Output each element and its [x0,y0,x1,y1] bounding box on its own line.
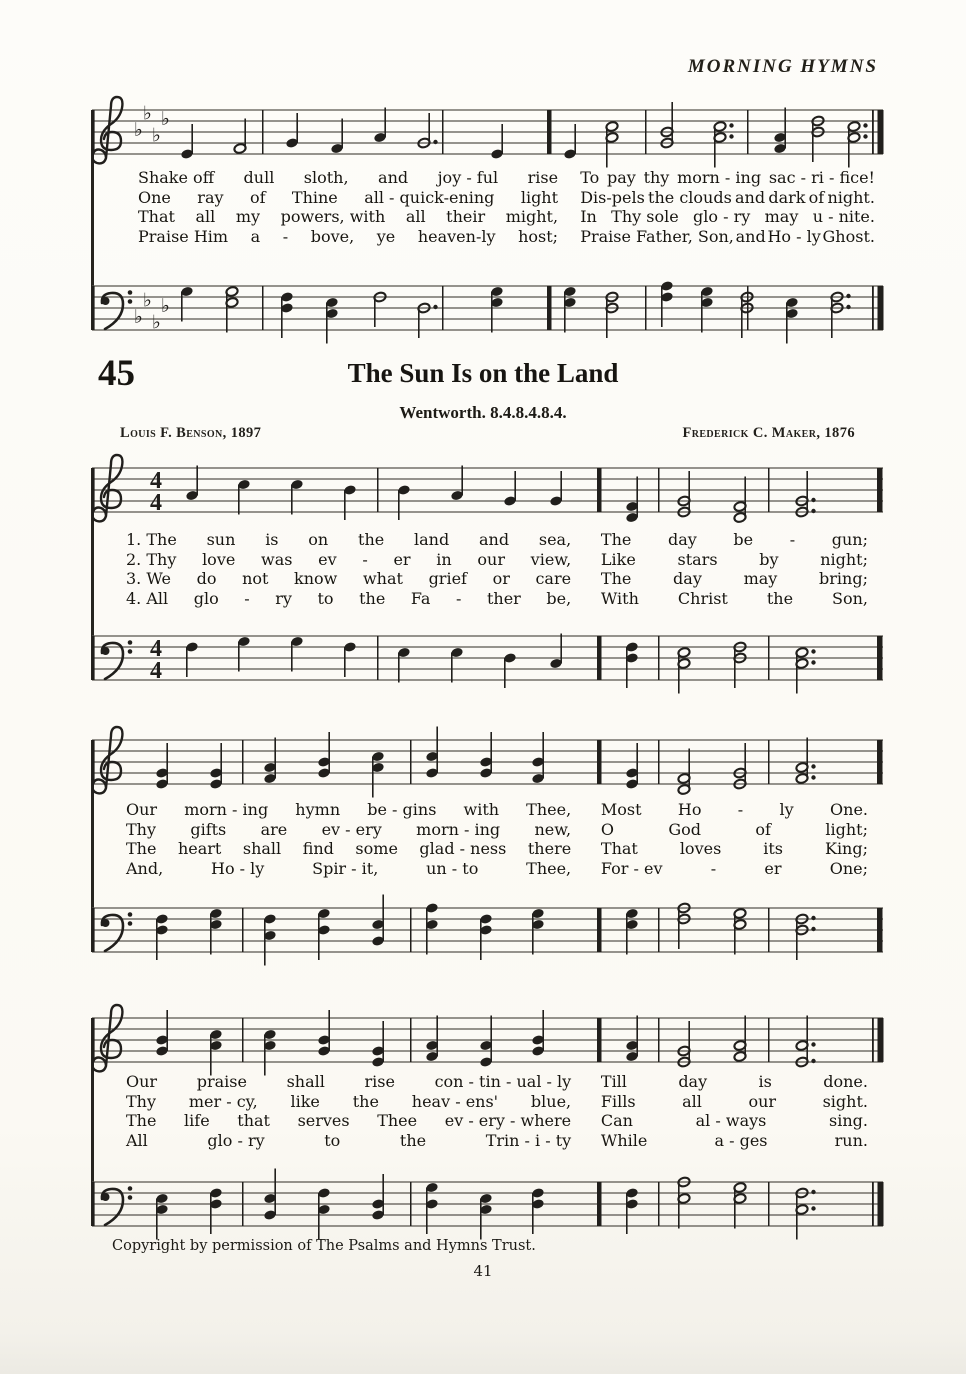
lyric-line [138,188,875,208]
lyric-token: ry [275,588,292,608]
lyric-phrase [126,589,571,608]
lyric-token: er [393,549,411,569]
lyric-token: bring; [819,569,868,588]
lyric-token: there [527,839,572,858]
lyric-token: The [600,569,632,588]
lyric-token: Spir - it, [312,858,379,878]
svg-text:4: 4 [150,490,162,516]
lyric-token: ev [318,549,337,569]
lyrics-verse-line1 [126,530,868,608]
lyric-token: night; [820,549,868,569]
svg-text:♭: ♭ [152,124,161,147]
lyric-phrase [601,800,868,819]
lyric-line [138,207,875,227]
lyric-token: Fa [410,588,431,608]
lyric-token: un - to [426,858,479,878]
lyric-token: Son, [832,588,868,608]
lyric-token: like [290,1091,320,1111]
lyric-token: Most [600,800,642,819]
lyric-phrase [126,530,571,549]
lyric-token: day [678,1072,708,1091]
lyric-phrase [126,550,571,569]
lyric-token: love [202,549,236,569]
lyric-phrase [126,1131,571,1150]
lyric-token: One. [830,800,868,819]
lyric-token: of [755,819,771,839]
lyric-phrase [601,569,868,588]
lyric-token: Thee, [526,858,572,878]
lyric-token: rise [364,1072,395,1091]
lyric-token: God [668,819,702,839]
svg-text:4: 4 [150,636,162,662]
lyric-token: their [446,207,486,226]
lyric-phrase [126,839,571,858]
lyric-line [126,820,868,840]
lyric-phrase [580,188,875,207]
lyric-phrase [601,839,868,858]
lyric-phrase [138,207,558,226]
svg-text:4: 4 [150,658,162,684]
lyric-phrase [126,820,571,839]
lyric-token: and [735,226,766,246]
lyric-token: Thy sole [611,207,679,226]
lyric-token: morn - ing [184,800,269,819]
author-credit: Louis F. Benson, 1897 [120,425,262,441]
lyric-token: to [324,1130,341,1150]
lyric-token: ev - ery [321,819,382,839]
lyric-token: heav - ens' [411,1091,499,1111]
lyric-token: 2. Thy [126,549,177,569]
lyric-token: or [492,569,510,588]
lyric-token: dull [243,168,275,187]
lyric-token: glo [193,588,219,608]
lyric-token: serves [297,1111,350,1130]
lyric-line [126,859,868,879]
lyric-token: and [378,168,409,187]
lyric-token: er [764,858,782,878]
lyric-token: mer - cy, [188,1091,258,1111]
lyric-token: and [478,530,510,549]
staff-line3-treble [92,994,885,1080]
lyric-token: - [456,588,462,608]
lyric-token: - [710,858,717,878]
lyric-token: that [237,1111,270,1130]
lyric-phrase [601,820,868,839]
lyric-token: the [399,1130,427,1150]
lyric-token: gifts [190,819,227,839]
lyrics-verse-line3 [126,1072,868,1150]
composer-credit: Frederick C. Maker, 1876 [682,425,855,441]
lyric-token: joy - ful [437,168,499,187]
lyric-line [126,530,868,550]
lyric-token: land [414,530,450,549]
lyric-line [126,1072,868,1092]
lyric-token: With [600,588,639,608]
lyric-token: be [733,530,754,549]
lyric-token: the [352,1091,379,1111]
lyric-token: bove, [310,226,355,246]
lyric-token: glo - ry [207,1130,265,1150]
lyric-phrase [580,227,875,246]
tune-and-meter: Wentworth. 8.4.8.4.8.4. [399,403,567,422]
lyric-token: 3. We [126,569,171,588]
lyric-line [126,1111,868,1131]
lyric-token: One [138,187,171,207]
lyric-token: ev - ery - where [444,1111,572,1130]
lyric-token: gun; [831,530,868,549]
lyric-token: is [265,530,279,549]
lyric-token: glo - ry [693,207,751,226]
lyric-token: may [764,207,799,226]
lyric-token: be, [546,588,572,608]
lyric-token: Thy [126,819,157,839]
lyric-line [126,569,868,589]
lyric-token: powers, with [280,207,386,226]
lyric-token: For - ev [600,858,663,878]
lyric-phrase [580,207,875,226]
lyric-token: Dis-pels [580,187,645,207]
lyric-token: All [126,1130,148,1150]
lyric-token: Thine [291,187,338,207]
lyric-token: life [184,1111,210,1130]
lyric-token: loves [679,839,722,858]
lyric-token: con - tin - ual - ly [434,1072,572,1091]
lyric-token: To [580,168,600,187]
lyric-token: view, [530,549,572,569]
lyric-token: pay [607,168,636,187]
lyric-token: thy [643,168,670,187]
lyric-token: host; [518,226,559,246]
lyric-token: run. [834,1130,868,1150]
copyright-notice: Copyright by permission of The Psalms and Hymns Trust. [112,1238,536,1254]
lyric-line [138,227,875,247]
lyric-token: the [359,588,386,608]
lyric-token: - [282,226,289,246]
svg-text:♭: ♭ [143,102,152,125]
lyric-token: Shake off [138,168,215,187]
lyrics-previous-hymn [138,168,875,246]
lyric-phrase [126,1111,571,1130]
lyric-token: 1. The [126,530,177,549]
lyric-token: new, [534,819,572,839]
lyric-line [126,839,868,859]
lyric-token: blue, [530,1091,572,1111]
lyric-token: heaven-ly [417,226,496,246]
staff-line3-bass [92,1158,885,1244]
lyric-token: our [748,1091,777,1111]
lyric-token: a - ges [714,1130,768,1150]
lyric-phrase [601,1072,868,1091]
lyric-phrase [601,859,868,878]
lyric-token: all [405,207,426,226]
lyric-token: sac - ri - fice! [768,168,875,187]
lyric-token: Fills [600,1091,636,1111]
lyric-token: the clouds [648,187,732,207]
lyric-phrase [601,1092,868,1111]
lyric-phrase [126,1092,571,1111]
lyric-token: of [249,187,266,207]
lyric-token: shall [286,1072,325,1091]
lyric-token: its [763,839,784,858]
lyric-token: the [358,530,385,549]
lyric-line [126,589,868,609]
svg-text:♭: ♭ [161,295,170,317]
lyric-token: to [317,588,334,608]
lyric-token: day [673,569,702,588]
lyric-token: is [758,1072,772,1091]
lyric-token: O [600,819,615,839]
lyric-token: 4. All [126,588,169,608]
page-number: 41 [473,1262,493,1280]
lyric-token: ly [779,800,794,819]
lyric-token: night. [827,187,875,207]
lyric-token: light; [825,819,868,839]
lyric-token: In [580,207,597,226]
lyric-token: of [808,187,825,207]
lyric-token: Ho [677,800,702,819]
lyric-phrase [601,1111,868,1130]
lyric-token: our [477,549,505,569]
lyric-token: Till [600,1072,627,1091]
lyric-token: are [260,819,288,839]
lyric-token: Our [126,1072,158,1091]
lyric-token: heart [177,839,222,858]
svg-text:♭: ♭ [143,289,152,312]
lyric-token: hymn [295,800,341,819]
lyric-token: done. [823,1072,868,1091]
lyric-token: King; [824,839,868,858]
lyric-token: - [244,588,250,608]
lyric-token: Ho - ly [210,858,265,878]
lyric-token: ther [486,588,521,608]
lyric-token: grief [428,569,467,588]
lyric-token: a [250,226,261,246]
lyric-token: be - gins [367,800,437,819]
lyric-token: morn - ing [416,819,501,839]
svg-text:4: 4 [150,468,162,494]
lyric-token: was [261,549,293,569]
lyric-token: stars [677,549,718,569]
lyric-token: my [235,207,261,226]
lyric-token: what [362,569,403,588]
lyric-token: Thee [377,1111,418,1130]
hymn-title: The Sun Is on the Land [347,358,619,388]
lyric-token: Christ [677,588,728,608]
lyric-token: shall [242,839,282,858]
lyric-token: glad - ness [419,839,507,858]
lyric-token: - [362,549,368,569]
lyric-token: Our [126,800,158,819]
lyric-token: That [138,207,175,226]
lyric-phrase [126,800,571,819]
staff-line2-treble [92,716,885,802]
lyric-token: sing. [829,1111,868,1130]
lyric-token: do [196,569,217,588]
lyric-token: The [600,530,632,549]
lyric-token: not [242,569,269,588]
lyric-token: all [195,207,216,226]
lyric-token: ye [376,226,396,246]
lyric-token: Ho - ly [767,226,821,246]
lyric-token: ray [197,187,224,207]
lyric-token: The [126,839,157,858]
lyric-token: al - ways [695,1111,767,1130]
lyric-token: find [302,839,334,858]
lyric-line [126,1092,868,1112]
lyric-line [138,168,875,188]
lyric-token: And, [126,858,164,878]
lyric-token: sea, [538,530,572,549]
lyric-line [126,1131,868,1151]
lyric-token: Ghost. [822,226,875,246]
lyric-phrase [126,859,571,878]
lyric-token: Can [600,1111,633,1130]
lyric-phrase [580,168,875,187]
svg-text:♭: ♭ [161,108,170,130]
staff-previous-hymn-treble [92,86,885,172]
staff-line1-treble [92,444,885,530]
lyric-token: all [682,1091,702,1111]
lyric-token: know [294,569,338,588]
lyric-token: Trin - i - ty [485,1130,572,1150]
lyric-phrase [126,569,571,588]
lyric-phrase [601,589,868,608]
lyric-token: morn - ing [677,168,762,187]
lyric-line [126,550,868,570]
lyric-token: with [463,800,500,819]
lyric-token: rise [527,168,559,187]
lyric-token: may [743,569,778,588]
svg-text:♭: ♭ [152,311,161,334]
lyric-phrase [601,1131,868,1150]
lyric-token: all - quick-ening [364,187,495,207]
svg-text:♭: ♭ [134,119,143,141]
lyric-token: One; [829,858,868,878]
lyric-token: the [766,588,794,608]
lyric-token: sun [206,530,236,549]
lyric-token: The [126,1111,157,1130]
lyric-token: dark [768,187,806,207]
staff-line1-bass [92,612,885,698]
hymn-number: 45 [98,353,135,394]
lyric-phrase [601,550,868,569]
lyric-token: praise [196,1072,247,1091]
svg-text:♭: ♭ [134,306,143,328]
lyrics-verse-line2 [126,800,868,878]
lyric-phrase [138,188,558,207]
lyric-phrase [126,1072,571,1091]
lyric-token: might, [505,207,559,226]
lyric-line [126,800,868,820]
lyric-token: in [436,549,452,569]
lyric-token: on [308,530,329,549]
lyric-phrase [138,227,558,246]
lyric-token: sight. [822,1091,868,1111]
lyric-token: Praise Father, Son, [580,226,734,246]
lyric-token: Praise Him [138,226,229,246]
lyric-token: day [667,530,697,549]
lyric-token: some [355,839,398,858]
lyric-token: by [759,549,779,569]
lyric-token: light [520,187,559,207]
lyric-token: - [737,800,744,819]
staff-previous-hymn-bass [92,262,885,348]
lyric-token: care [535,569,572,588]
lyric-token: u - nite. [812,207,875,226]
lyric-token: Thy [126,1091,157,1111]
lyric-phrase [601,530,868,549]
lyric-token: While [600,1130,648,1150]
lyric-phrase [138,168,558,187]
lyric-token: Like [600,549,636,569]
lyric-token: - [789,530,796,549]
lyric-token: and [735,187,766,207]
lyric-token: That [600,839,638,858]
staff-line2-bass [92,884,885,970]
lyric-token: sloth, [303,168,349,187]
running-head: MORNING HYMNS [687,56,878,77]
lyric-token: Thee, [526,800,572,819]
